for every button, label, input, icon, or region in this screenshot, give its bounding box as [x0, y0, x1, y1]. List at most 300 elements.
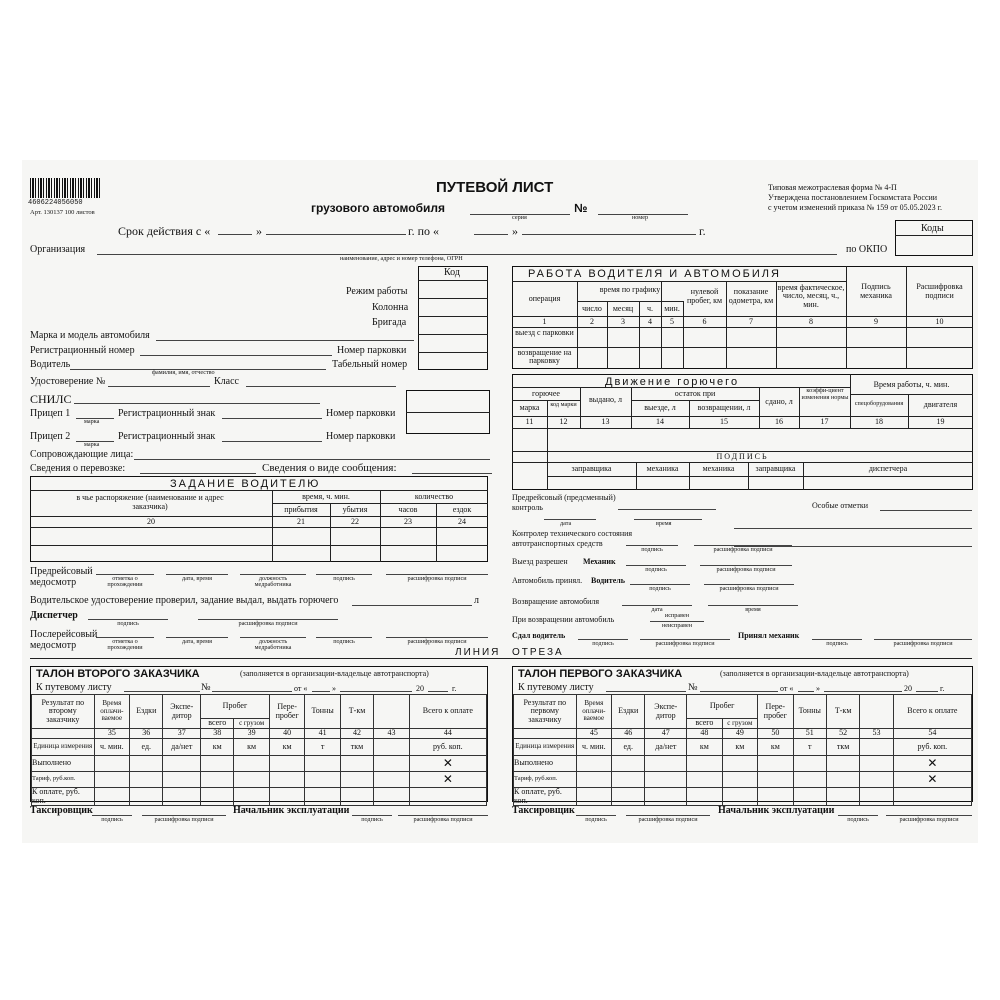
task-qty-header: количество — [414, 492, 454, 501]
c2-cell[interactable] — [269, 788, 304, 806]
task-trips-header: ездок — [452, 505, 472, 514]
carrier-info-label: Сведения о перевозке: — [30, 463, 126, 474]
c2-unit-value: т — [305, 739, 340, 756]
c1-unit-value: руб. коп. — [893, 739, 971, 756]
work-exit-row: выезд с парковки — [515, 328, 574, 337]
coupon2-g: г. — [452, 684, 457, 693]
c2-unit-value — [374, 739, 409, 756]
c2-cell[interactable] — [374, 772, 409, 788]
work-num-2: 2 — [590, 317, 594, 326]
pretrip-datetime-caption: дата, время — [182, 575, 212, 582]
exit-allowed-label: Выезд разрешен — [512, 557, 568, 566]
c1-cell[interactable] — [860, 772, 893, 788]
coupon1-paid-time-header: Время оплачи-ваемое — [576, 695, 611, 729]
controller-label: Контролер технического состояния автотранспортных средств — [512, 529, 633, 548]
c1-unit-label: Единица измерения — [514, 739, 577, 756]
coupon1-total-pay-header: Всего к оплате — [893, 695, 971, 729]
fuel-at-return-header: возвращении, л — [697, 403, 751, 412]
work-num-10: 10 — [935, 317, 944, 326]
c2-cell[interactable] — [269, 772, 304, 788]
park-number-label: Номер парковки — [337, 345, 407, 356]
c1-row-label-tariff: Тариф, руб.коп. — [514, 772, 577, 788]
c2-cell[interactable] — [130, 772, 163, 788]
c1-cell[interactable] — [687, 772, 722, 788]
c2-unit-value: км — [201, 739, 234, 756]
posttrip-medical-label: медосмотр — [30, 640, 77, 651]
c1-cell[interactable] — [722, 788, 757, 806]
escort-label: Сопровождающие лица: — [30, 449, 134, 460]
c1-cell[interactable] — [687, 788, 722, 806]
coupon2-quote: » — [332, 684, 336, 693]
c2-col-number: 37 — [163, 729, 201, 739]
c1-cell[interactable] — [722, 772, 757, 788]
c1-cell[interactable] — [826, 772, 859, 788]
cut-label: ОТРЕЗА — [512, 647, 564, 658]
c2-col-number: 36 — [130, 729, 163, 739]
c2-row-label-done: Выполнено — [32, 756, 95, 772]
c2-col-number: 39 — [234, 729, 269, 739]
c1-cell[interactable] — [860, 756, 893, 772]
coupon1-number-sign: № — [688, 682, 698, 693]
work-return-row: возвращение на парковку — [517, 348, 572, 366]
trailer-1-brand-caption: марка — [84, 418, 100, 425]
work-hour-header: ч. — [646, 304, 654, 313]
c1-col-number: 47 — [645, 729, 687, 739]
posttrip-datetime-caption: дата, время — [182, 638, 212, 645]
c1-row-label-done: Выполнено — [514, 756, 577, 772]
c2-cell[interactable] — [130, 788, 163, 806]
reg-number-label: Регистрационный номер — [30, 345, 135, 356]
sign-refueler-2: заправщика — [755, 464, 796, 473]
coupon2-tons-header: Тонны — [305, 695, 340, 729]
c2-unit-value: км — [269, 739, 304, 756]
special-notes-label: Особые отметки — [812, 501, 868, 510]
c1-cell[interactable] — [758, 756, 793, 772]
fuel-issued-header: выдано, л — [588, 395, 623, 404]
coupon2-run-header: Пробег — [201, 695, 270, 719]
work-min-header: мин. — [664, 304, 680, 313]
fuel-remainder-header: остаток при — [674, 389, 716, 398]
fuel-num-18: 18 — [875, 417, 883, 426]
on-return-label: При возвращении автомобиль — [512, 615, 615, 624]
task-arrive-header: прибытия — [284, 505, 318, 514]
coupon2-result-header: Результат по второму заказчику — [32, 695, 95, 729]
c2-unit-value: ткм — [340, 739, 373, 756]
c2-unit-label: Единица измерения — [32, 739, 95, 756]
work-schedule-header: время по графику — [599, 285, 661, 294]
c2-cell[interactable] — [94, 772, 129, 788]
work-num-7: 7 — [749, 317, 753, 326]
c1-cell[interactable] — [576, 756, 611, 772]
organization-caption: наименование, адрес и номер телефона, ОГРН — [340, 255, 463, 262]
posttrip-decode-caption: расшифровка подписи — [407, 638, 467, 645]
posttrip-position-caption: должность медработника — [254, 638, 292, 652]
c1-cell[interactable] — [645, 788, 687, 806]
fuel-at-exit-header: выезде, л — [644, 403, 676, 412]
c1-unit-value: км — [722, 739, 757, 756]
work-regime-label: Режим работы — [346, 286, 408, 297]
fuel-liters-unit: л — [474, 595, 479, 606]
coupon2-number-sign: № — [201, 682, 211, 693]
number-sign: № — [574, 201, 588, 215]
trailer-2-brand-caption: марка — [84, 441, 100, 448]
coupon1-result-header: Результат по первому заказчику — [514, 695, 577, 729]
driver-task-title: ЗАДАНИЕ ВОДИТЕЛЮ — [170, 478, 321, 490]
car-accepted-driver-label: Водитель — [591, 576, 625, 585]
number-caption: номер — [632, 214, 649, 221]
task-time-header: время, ч. мин. — [302, 492, 350, 501]
c2-cell[interactable] — [201, 788, 234, 806]
c2-cell[interactable] — [305, 788, 340, 806]
fuel-coef-header: коэффи-циент изменения нормы — [801, 387, 849, 401]
c1-cross-icon: ✕ — [893, 756, 971, 772]
c2-cell[interactable] — [234, 772, 269, 788]
c2-cell[interactable] — [305, 772, 340, 788]
trailer-2-park-number: Номер парковки — [326, 431, 396, 442]
trailer-1-park-number: Номер парковки — [326, 408, 396, 419]
c2-cell[interactable] — [94, 788, 129, 806]
mechanic-decode-caption: расшифровка подписи — [893, 640, 953, 647]
return-date-caption: дата — [651, 606, 663, 613]
c2-unit-value: км — [234, 739, 269, 756]
c2-row-label-pay: К оплате, руб. коп. — [32, 788, 95, 806]
c1-col-number: 51 — [793, 729, 826, 739]
fuel-num-15: 15 — [720, 417, 728, 426]
task-num-24: 24 — [458, 517, 466, 526]
c1-col-number: 48 — [687, 729, 722, 739]
c2-col-number: 42 — [340, 729, 373, 739]
article-number: Арт. 130137 100 листов — [30, 209, 95, 216]
validity-to: г. по « — [408, 224, 439, 238]
fuel-num-17: 17 — [820, 417, 829, 426]
work-month-header: месяц — [612, 304, 634, 313]
fuel-num-14: 14 — [656, 417, 664, 426]
c2-col-number: 43 — [374, 729, 409, 739]
c2-unit-value: да/нет — [163, 739, 201, 756]
cut-line-label: ЛИНИЯ — [455, 647, 501, 658]
c2-cell[interactable] — [234, 756, 269, 772]
c2-cross-icon: ✕ — [409, 756, 486, 772]
work-num-9: 9 — [874, 317, 878, 326]
task-num-21: 21 — [297, 517, 305, 526]
coupon1-run-header: Пробег — [687, 695, 758, 719]
coupon2-note: (заполняется в организации-владельце автотранспорта) — [240, 669, 429, 678]
c2-cell[interactable] — [340, 772, 373, 788]
coupon2-title: ТАЛОН ВТОРОГО ЗАКАЗЧИКА — [36, 668, 200, 680]
c1-cell[interactable] — [612, 772, 645, 788]
c2-row-label-tariff: Тариф, руб.коп. — [32, 772, 95, 788]
task-customer-header: в чье распоряжение (наименование и адрес заказчика) — [76, 493, 224, 511]
fuel-header: горючее — [532, 389, 560, 398]
fuel-num-13: 13 — [601, 417, 610, 426]
c1-unit-value: ед. — [612, 739, 645, 756]
c2-cell[interactable] — [163, 788, 201, 806]
c1-unit-value: км — [687, 739, 722, 756]
dispatcher-label: Диспетчер — [30, 610, 78, 621]
sign-dispatcher: диспетчера — [868, 464, 908, 473]
c1-cell[interactable] — [612, 788, 645, 806]
exit-mechanic-label: Механик — [583, 557, 616, 566]
c2-cell[interactable] — [234, 788, 269, 806]
return-time-caption: время — [745, 606, 761, 613]
c2-cell[interactable] — [201, 756, 234, 772]
class-label: Класс — [214, 376, 239, 387]
barcode-number: 4606224056050 — [28, 199, 83, 207]
c1-cell[interactable] — [758, 772, 793, 788]
c1-unit-value: да/нет — [645, 739, 687, 756]
coupon1-taxation-label: Таксировщик — [512, 805, 575, 816]
coupon2-to-sheet: К путевому листу — [36, 682, 112, 693]
c2-col-number: 40 — [269, 729, 304, 739]
handed-driver-label: Сдал водитель — [512, 631, 566, 640]
c1-col-number: 49 — [722, 729, 757, 739]
message-info-label: Сведения о виде сообщения: — [262, 462, 397, 474]
c2-cell[interactable] — [201, 772, 234, 788]
c1-cross-icon: ✕ — [893, 772, 971, 788]
c1-cell[interactable] — [860, 788, 893, 806]
barcode — [30, 178, 102, 198]
coupon2-taxation-label: Таксировщик — [30, 805, 93, 816]
coupon2-paid-time-header: Время оплачи-ваемое — [94, 695, 129, 729]
trailer-1-label: Прицеп 1 — [30, 408, 71, 419]
control-time-caption: время — [656, 520, 672, 527]
work-zero-run-header: нулевой пробег, км — [686, 287, 723, 305]
okpo-label: по ОКПО — [846, 244, 888, 255]
c2-cell[interactable] — [163, 756, 201, 772]
coupon1-to-sheet: К путевому листу — [518, 682, 594, 693]
work-mechanic-sign-header: Подпись механика — [860, 282, 892, 301]
c2-run-loaded-header: с грузом — [234, 719, 269, 729]
trailer-2-reg-sign: Регистрационный знак — [118, 431, 216, 442]
pretrip-decode-caption: расшифровка подписи — [407, 575, 467, 582]
codes-label: Коды — [921, 223, 944, 234]
pretrip-control-label: Предрейсовый (предсменный) контроль — [512, 493, 616, 512]
c1-cell[interactable] — [645, 772, 687, 788]
handed-sign-caption: подпись — [592, 640, 614, 647]
c2-col-number: 44 — [409, 729, 486, 739]
fuel-num-16: 16 — [775, 417, 783, 426]
task-num-20: 20 — [147, 517, 155, 526]
sign-mechanic-2: механика — [702, 464, 735, 473]
coupon2-rerun-header: Пере-пробег — [269, 695, 304, 729]
coupon2-chief-sign-caption: подпись — [361, 816, 383, 823]
c1-cell[interactable] — [826, 756, 859, 772]
accepted-decode-caption: расшифровка подписи — [719, 585, 779, 592]
tab-number-label: Табельный номер — [332, 359, 408, 370]
work-day-header: число — [582, 304, 602, 313]
coupon1-tons-header: Тонны — [793, 695, 826, 729]
c1-row-label-pay: К оплате, руб. коп. — [514, 788, 577, 806]
c2-num-blank — [32, 729, 95, 739]
fuel-num-11: 11 — [525, 417, 534, 426]
coupon1-quote: » — [816, 684, 820, 693]
work-operation-header: операция — [528, 294, 561, 303]
coupon1-empty-header — [860, 695, 893, 729]
c2-cell[interactable] — [130, 756, 163, 772]
coupon1-table — [513, 694, 972, 806]
c1-run-loaded-header: с грузом — [722, 719, 757, 729]
work-num-3: 3 — [621, 317, 625, 326]
c2-cell[interactable] — [340, 788, 373, 806]
c2-col-number: 35 — [94, 729, 129, 739]
car-ok-option: исправен — [664, 612, 690, 619]
task-depart-header: убытия — [342, 505, 368, 514]
exit-sign-caption: подпись — [645, 566, 667, 573]
pretrip-sign-caption: подпись — [333, 575, 355, 582]
car-not-ok-option: неисправен — [661, 622, 693, 629]
work-table-title: РАБОТА ВОДИТЕЛЯ И АВТОМОБИЛЯ — [528, 268, 781, 280]
task-hours-header: часов — [398, 505, 418, 514]
coupon2-chief-label: Начальник эксплуатации — [233, 805, 350, 816]
fuel-signature-title: ПОДПИСЬ — [716, 452, 769, 461]
coupon2-from: от « — [294, 684, 308, 693]
c1-cell[interactable] — [576, 788, 611, 806]
work-num-8: 8 — [809, 317, 813, 326]
c1-unit-value: ткм — [826, 739, 859, 756]
coupon1-from: от « — [780, 684, 794, 693]
c1-cell[interactable] — [722, 756, 757, 772]
coupon1-tkm-header: Т-км — [826, 695, 859, 729]
coupon2-forwarder-header: Экспе-дитор — [163, 695, 201, 729]
work-num-5: 5 — [670, 317, 674, 326]
c1-cell[interactable] — [576, 772, 611, 788]
car-model-label: Марка и модель автомобиля — [30, 330, 150, 341]
pretrip-mark-caption: отметка о прохождении — [107, 575, 143, 589]
c2-cell[interactable] — [409, 788, 486, 806]
c1-cell[interactable] — [793, 788, 826, 806]
series-caption: серия — [512, 214, 527, 221]
exit-decode-caption: расшифровка подписи — [716, 566, 776, 573]
posttrip-sign-caption: подпись — [333, 638, 355, 645]
c2-cell[interactable] — [94, 756, 129, 772]
c2-cell[interactable] — [374, 788, 409, 806]
validity-quote-1: » — [256, 224, 262, 238]
c1-cell[interactable] — [793, 756, 826, 772]
c2-col-number: 41 — [305, 729, 340, 739]
c2-unit-value: руб. коп. — [409, 739, 486, 756]
coupon1-note: (заполняется в организации-владельце автотранспорта) — [720, 669, 909, 678]
c1-cell[interactable] — [612, 756, 645, 772]
cut-line — [30, 658, 972, 659]
work-num-4: 4 — [648, 317, 652, 326]
accepted-sign-caption: подпись — [649, 585, 671, 592]
validity-year: г. — [699, 224, 706, 238]
c1-col-number: 50 — [758, 729, 793, 739]
controller-decode-caption: расшифровка подписи — [713, 546, 773, 553]
form-type: Типовая межотраслевая форма № 4-П — [768, 183, 897, 192]
c1-cell[interactable] — [893, 788, 971, 806]
c1-cell[interactable] — [645, 756, 687, 772]
c1-cell[interactable] — [687, 756, 722, 772]
task-num-23: 23 — [404, 517, 412, 526]
trailer-2-label: Прицеп 2 — [30, 431, 71, 442]
coupon1-tax-decode-caption: расшифровка подписи — [638, 816, 698, 823]
c1-col-number: 52 — [826, 729, 859, 739]
handed-decode-caption: расшифровка подписи — [655, 640, 715, 647]
pretrip-label: Предрейсовый — [30, 566, 93, 577]
form-approval: Утверждена постановлением Госкомстата России — [768, 193, 938, 202]
fuel-num-19: 19 — [936, 417, 945, 426]
coupon2-empty-header — [374, 695, 409, 729]
coupon2-tax-sign-caption: подпись — [101, 816, 123, 823]
posttrip-label: Послерейсовый — [30, 629, 98, 640]
fuel-brand-code-header: код марки — [550, 401, 577, 408]
coupon2-year: 20 — [416, 684, 424, 693]
c2-unit-value: ч. мин. — [94, 739, 129, 756]
coupon1-chief-decode-caption: расшифровка подписи — [899, 816, 959, 823]
task-num-22: 22 — [351, 517, 359, 526]
c1-col-number: 53 — [860, 729, 893, 739]
coupon1-trips-header: Ездки — [612, 695, 645, 729]
c1-cell[interactable] — [826, 788, 859, 806]
c2-cell[interactable] — [340, 756, 373, 772]
accepted-mechanic-label: Принял механик — [738, 631, 800, 640]
column-label: Колонна — [372, 302, 409, 313]
fuel-work-time-header: Время работы, ч. мин. — [873, 380, 950, 389]
pretrip-position-caption: должность медработника — [254, 575, 292, 589]
license-label: Удостоверение № — [30, 376, 106, 387]
c2-run-total-header: всего — [201, 719, 234, 729]
work-num-6: 6 — [702, 317, 707, 326]
c2-cross-icon: ✕ — [409, 772, 486, 788]
trailer-1-reg-sign: Регистрационный знак — [118, 408, 216, 419]
brigade-label: Бригада — [372, 317, 407, 328]
validity-quote-2: » — [512, 224, 518, 238]
coupon1-chief-label: Начальник эксплуатации — [718, 805, 835, 816]
work-actual-time-header: время фактическое, число, месяц, ч., мин. — [777, 283, 845, 309]
document-title: ПУТЕВОЙ ЛИСТ — [436, 179, 554, 196]
c1-cell[interactable] — [758, 788, 793, 806]
coupon1-title: ТАЛОН ПЕРВОГО ЗАКАЗЧИКА — [518, 668, 683, 680]
coupon1-year: 20 — [904, 684, 912, 693]
car-return-label: Возвращение автомобиля — [512, 597, 600, 606]
form-changes: с учетом изменений приказа № 159 от 05.05.2023 г. — [768, 203, 943, 212]
organization-label: Организация — [30, 244, 86, 255]
work-odometer-header: показание одометра, км — [728, 287, 774, 305]
c1-col-number: 54 — [893, 729, 971, 739]
snils-label: СНИЛС — [30, 392, 72, 406]
code-label: Код — [444, 267, 460, 278]
c1-run-total-header: всего — [687, 719, 722, 729]
coupon1-rerun-header: Пере-пробег — [758, 695, 793, 729]
fuel-num-12: 12 — [559, 417, 568, 426]
control-date-caption: дата — [560, 520, 572, 527]
c1-unit-value: ч. мин. — [576, 739, 611, 756]
c1-unit-value: км — [758, 739, 793, 756]
c2-cell[interactable] — [374, 756, 409, 772]
dispatcher-sign-caption: подпись — [117, 620, 139, 627]
c2-cell[interactable] — [163, 772, 201, 788]
c2-col-number: 38 — [201, 729, 234, 739]
validity-label: Срок действия с « — [118, 224, 211, 238]
coupon2-chief-decode-caption: расшифровка подписи — [413, 816, 473, 823]
c2-cell[interactable] — [305, 756, 340, 772]
fuel-special-header: спецоборудования — [854, 400, 904, 407]
c1-col-number: 46 — [612, 729, 645, 739]
c2-unit-value: ед. — [130, 739, 163, 756]
sign-mechanic-1: механика — [646, 464, 679, 473]
coupon1-chief-sign-caption: подпись — [847, 816, 869, 823]
posttrip-mark-caption: отметка о прохождении — [107, 638, 143, 652]
coupon2-trips-header: Ездки — [130, 695, 163, 729]
work-num-1: 1 — [542, 317, 547, 326]
c1-cell[interactable] — [793, 772, 826, 788]
coupon2-total-pay-header: Всего к оплате — [409, 695, 486, 729]
coupon2-tkm-header: Т-км — [340, 695, 373, 729]
coupon2-table — [31, 694, 487, 806]
c2-cell[interactable] — [269, 756, 304, 772]
code-box — [418, 266, 488, 370]
